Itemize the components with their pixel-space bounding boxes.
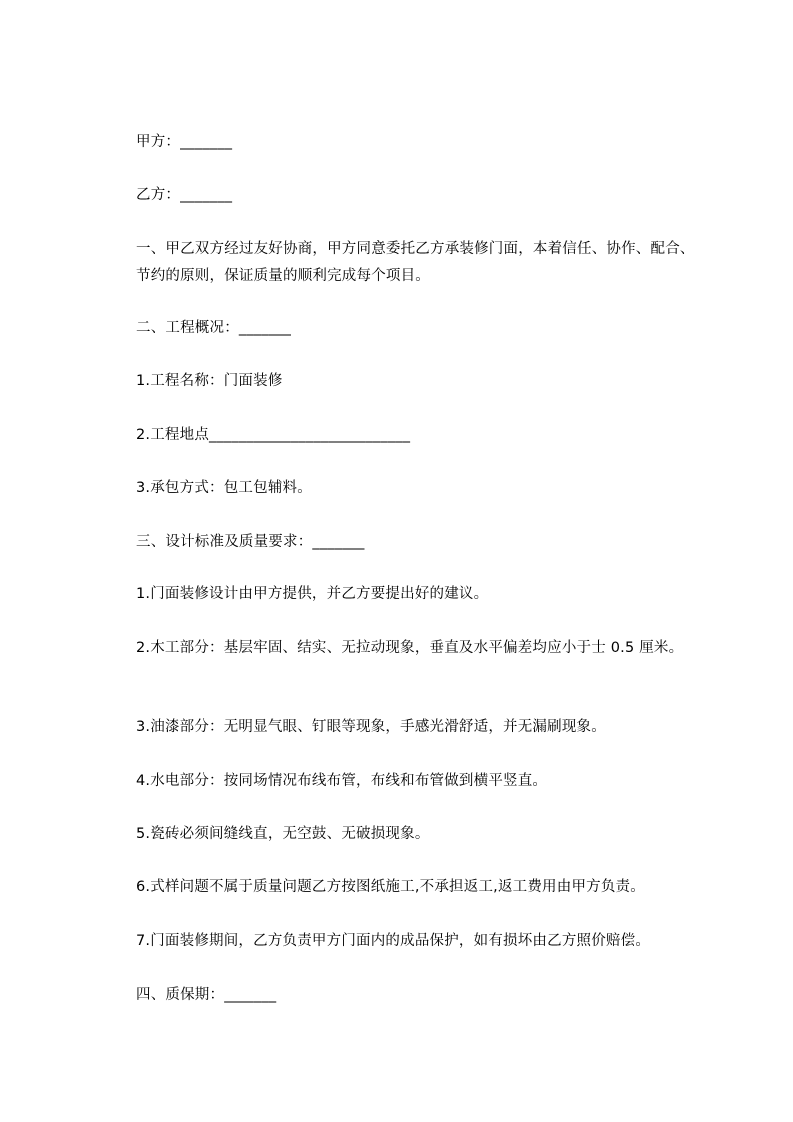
section-3-heading: 三、设计标准及质量要求：_______	[136, 534, 365, 550]
painting-item: 3.油漆部分：无明显气眼、钉眼等现象，手感光滑舒适，并无漏刷现象。	[136, 719, 606, 735]
section-1-paragraph: 一、甲乙双方经过友好协商，甲方同意委托乙方承装修门面，本着信任、协作、配合、节约的原则，保证质量的顺利完成每个项目。	[136, 241, 695, 284]
contract-method-item: 3.承包方式：包工包辅料。	[136, 480, 312, 496]
party-b-line: 乙方：_______	[136, 187, 233, 203]
party-a-line: 甲方：_______	[136, 134, 233, 150]
tiling-item: 5.瓷砖必须间缝线直，无空鼓、无破损现象。	[136, 826, 430, 842]
project-location-item: 2.工程地点___________________________	[136, 427, 411, 443]
project-name-item: 1.工程名称：门面装修	[136, 373, 283, 389]
style-issue-item: 6.式样问题不属于质量问题乙方按图纸施工,不承担返工,返工费用由甲方负责。	[136, 879, 645, 895]
design-item: 1.门面装修设计由甲方提供，并乙方要提出好的建议。	[136, 586, 489, 602]
carpentry-item: 2.木工部分：基层牢固、结实、无拉动现象，垂直及水平偏差均应小于士 0.5 厘米。	[136, 640, 684, 656]
section-2-heading: 二、工程概况：_______	[136, 320, 292, 336]
plumbing-electrical-item: 4.水电部分：按同场情况布线布管，布线和布管做到横平竖直。	[136, 773, 548, 789]
section-4-heading: 四、质保期：_______	[136, 987, 277, 1003]
protection-item: 7.门面装修期间，乙方负责甲方门面内的成品保护，如有损坏由乙方照价赔偿。	[136, 933, 651, 949]
